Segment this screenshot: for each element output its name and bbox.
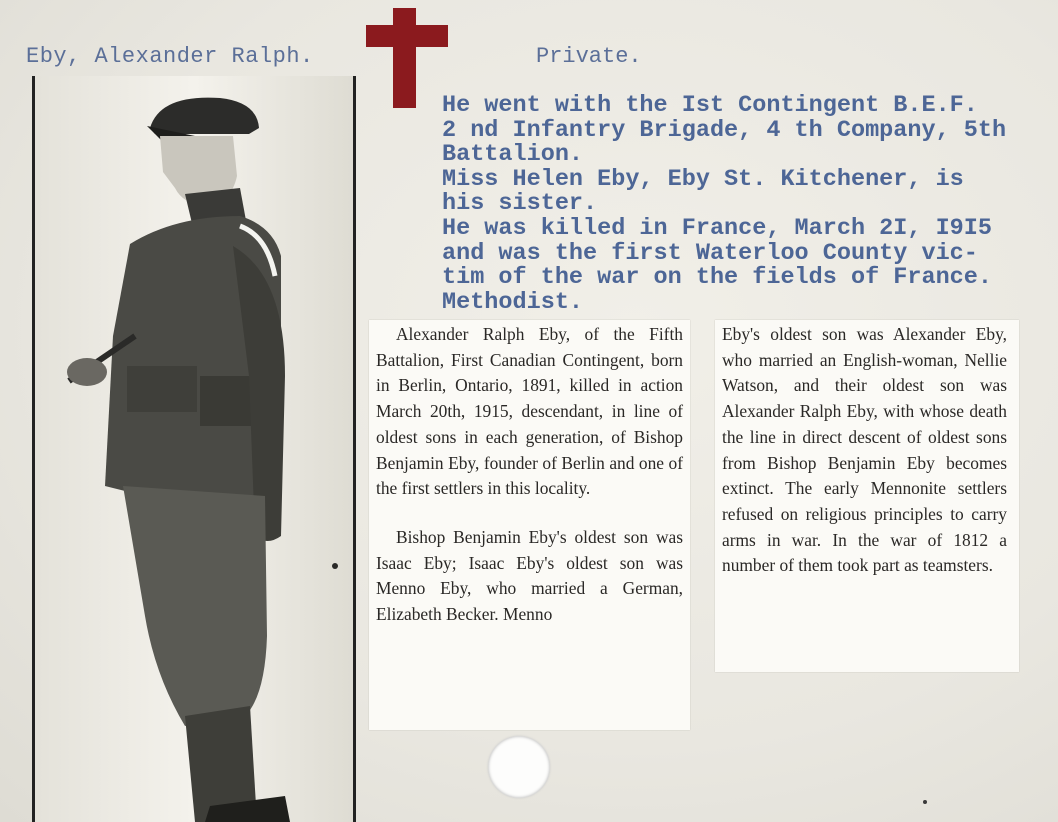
soldier-rank: Private.	[536, 44, 642, 69]
punch-hole	[488, 736, 550, 798]
clipping-paragraph: Alexander Ralph Eby, of the Fifth Battalion, First Canadian Contingent, born in Berlin, Ontario, 1891, killed in action March 20th, 1915, descendant, in line of oldest sons in each generation, of Bishop Benjamin Eby, founder of Berlin and one of the first settlers in this locality.	[376, 324, 683, 499]
typed-line: He was killed in France, March 2I, I9I5	[442, 214, 992, 242]
typed-line: his sister.	[442, 190, 598, 218]
ink-speck	[923, 800, 927, 804]
clipping-paragraph: Bishop Benjamin Eby's oldest son was Isaac Eby; Isaac Eby's oldest son was Menno Eby, who married a German, Elizabeth Becker. Menno	[376, 526, 683, 625]
soldier-photograph	[32, 76, 356, 822]
typed-line: Miss Helen Eby, Eby St. Kitchener, is	[442, 165, 964, 193]
clipping-paragraph: Eby's oldest son was Alexander Eby, who married an English-woman, Nellie Watson, and their oldest son was Alexander Ralph Eby, with whose death the line in direct descent of oldest sons from Bishop Benjamin Eby becomes extinct. The early Mennonite settlers refused on religious principles to carry arms in war. In the war of 1812 a number of them took part as teamsters.	[722, 324, 1007, 576]
typed-line: tim of the war on the fields of France.	[442, 264, 992, 292]
typed-line: and was the first Waterloo County vic-	[442, 239, 978, 267]
typed-line: 2 nd Infantry Brigade, 4 th Company, 5th	[442, 116, 1007, 144]
typed-line: Methodist.	[442, 288, 584, 316]
red-cross-icon	[393, 8, 416, 108]
newspaper-clipping-left	[369, 320, 690, 730]
typed-line: He went with the Ist Contingent B.E.F.	[442, 92, 978, 119]
typed-service-notes	[442, 94, 1006, 315]
red-cross-bar	[366, 25, 448, 47]
typed-line: Battalion.	[442, 141, 584, 169]
soldier-name: Eby, Alexander Ralph.	[26, 44, 314, 69]
newspaper-clipping-right	[715, 320, 1019, 672]
